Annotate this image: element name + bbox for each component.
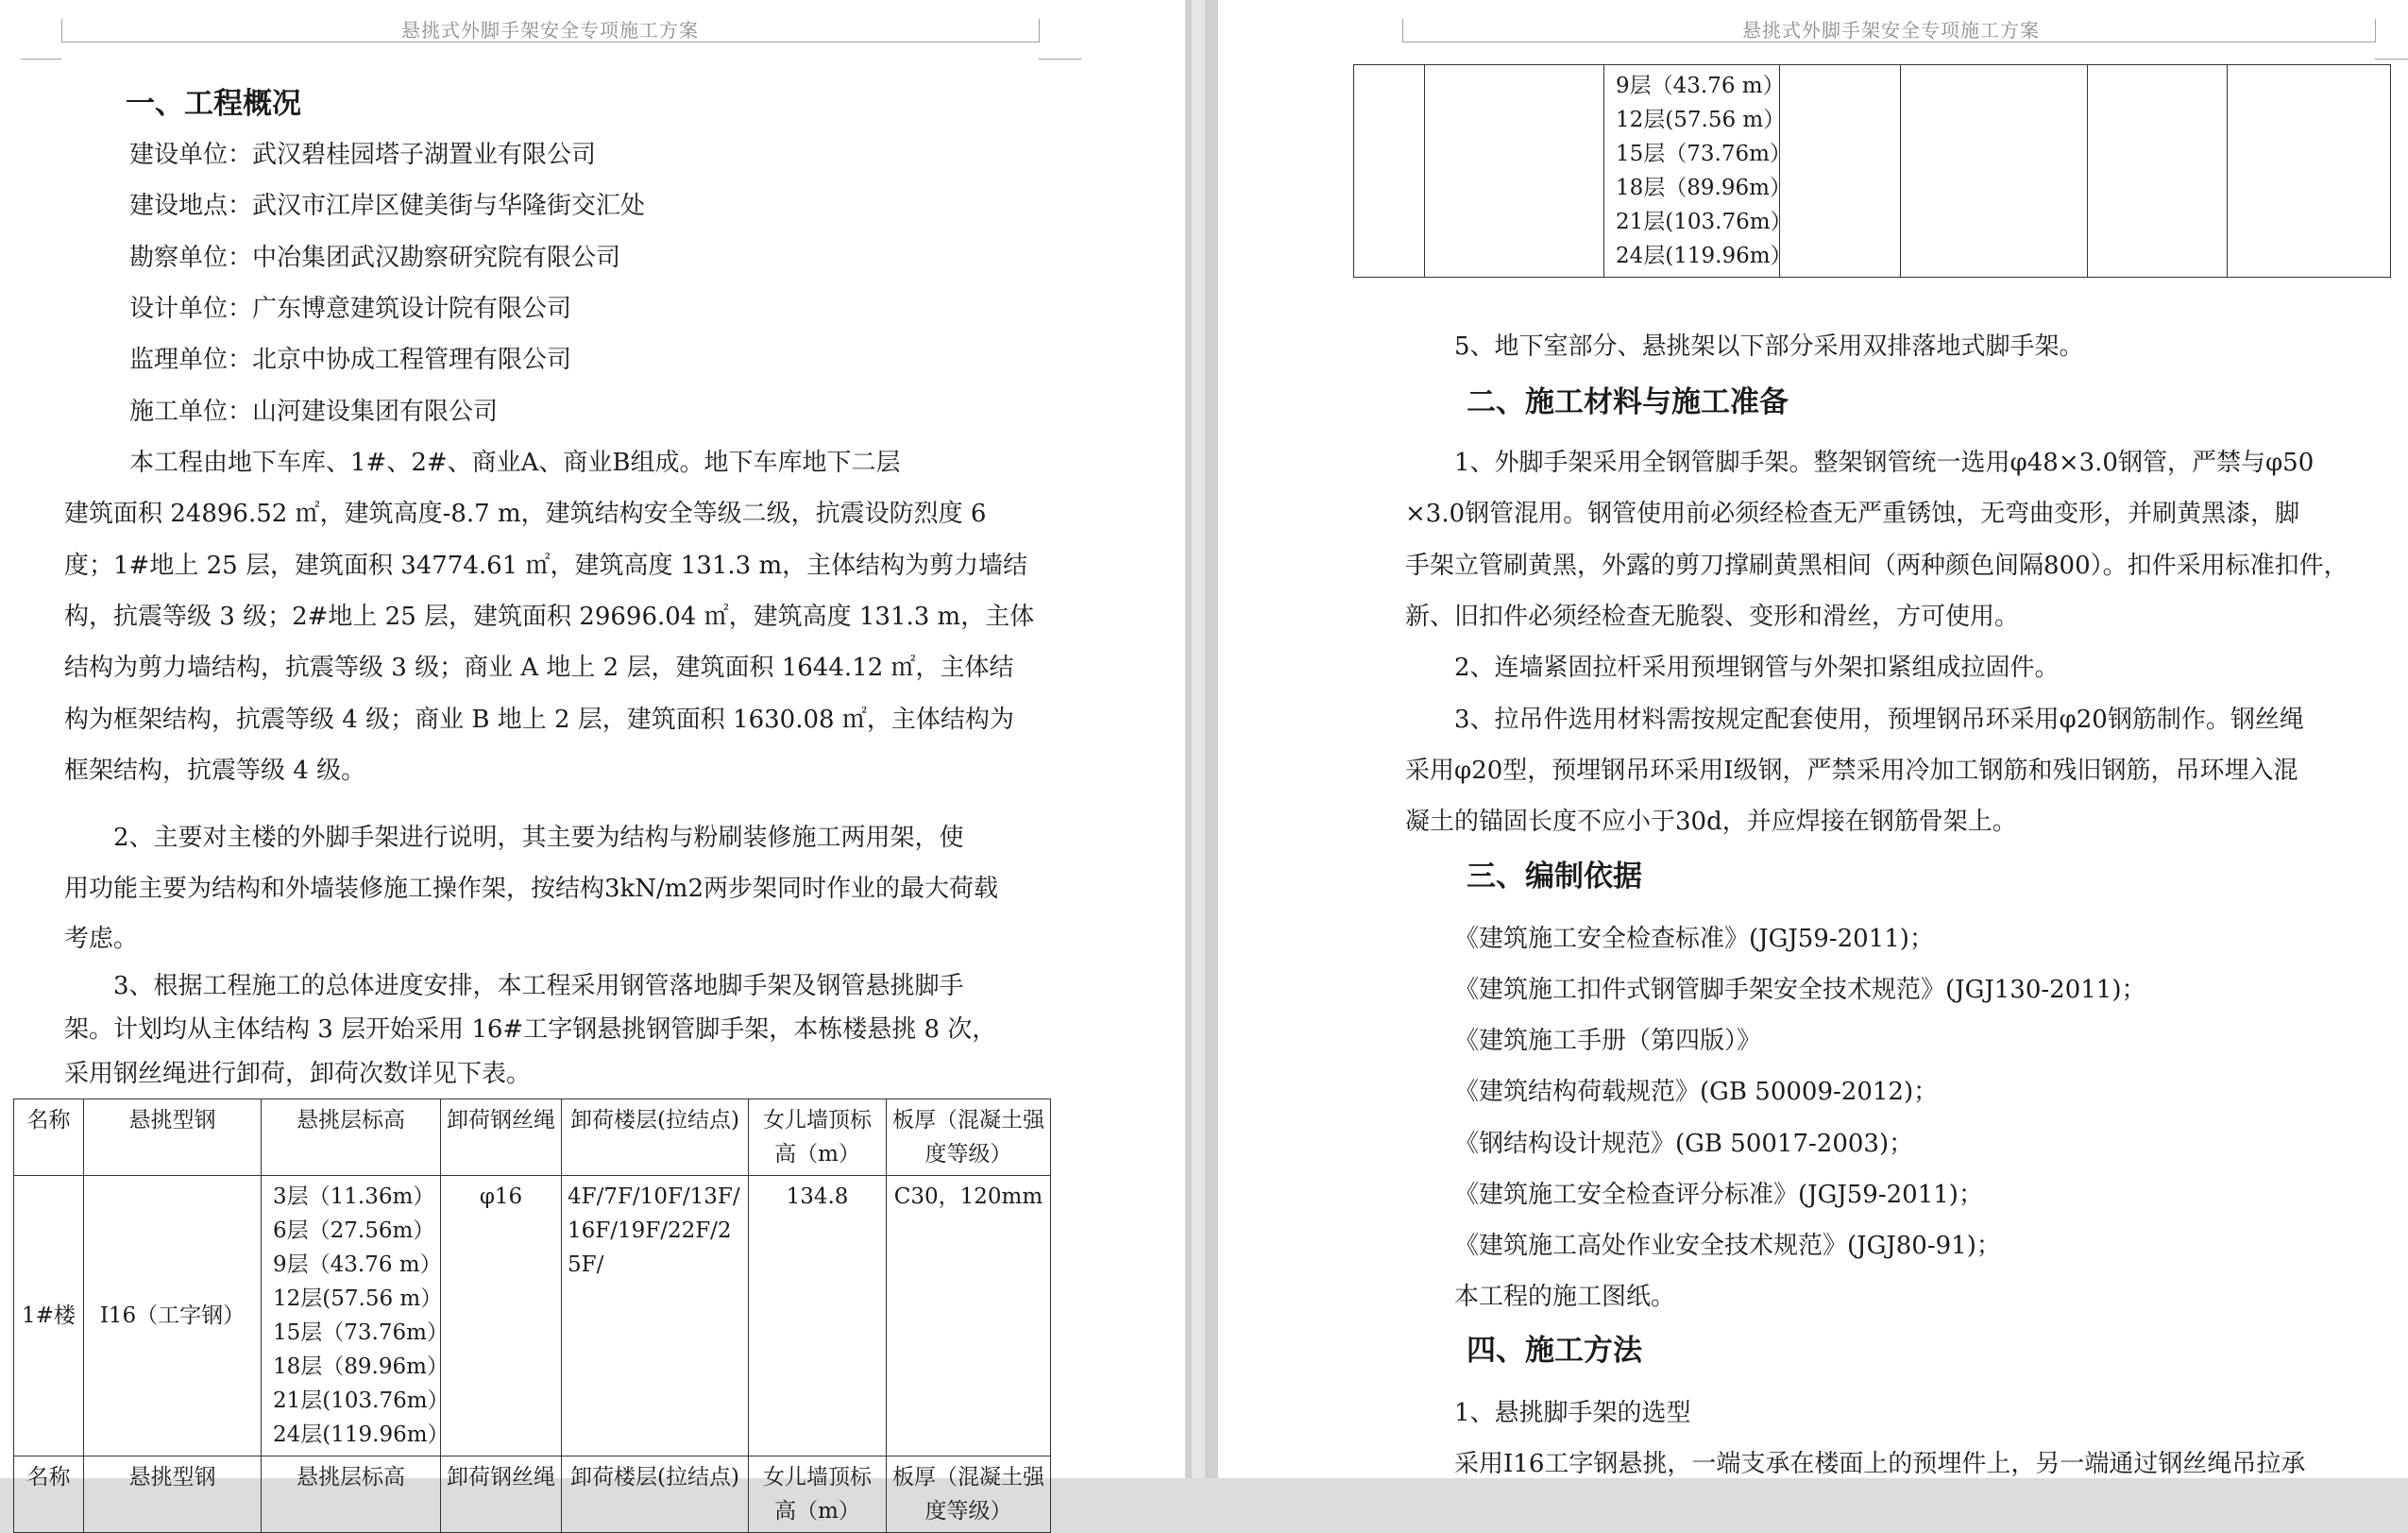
parapet-height-cell xyxy=(2088,65,2228,278)
document-page-right xyxy=(1218,0,2408,1478)
paragraph-line: 本工程由地下车库、1#、2#、商业A、商业B组成。地下车库地下二层 xyxy=(129,449,901,477)
paragraph-line: 3、根据工程施工的总体进度安排，本工程采用钢管落地脚手架及钢管悬挑脚手 xyxy=(113,972,964,1000)
level-entry: 21层(103.76m） xyxy=(273,1388,449,1413)
paragraph-line: 1、外脚手架采用全钢管脚手架。整架钢管统一选用φ48×3.0钢管，严禁与φ50 xyxy=(1454,449,2315,477)
subsection-title: 1、悬挑脚手架的选型 xyxy=(1454,1399,1691,1427)
header-corner-mark xyxy=(2375,19,2376,43)
paragraph-line: 凝土的锚固长度不应小于30d，并应焊接在钢筋骨架上。 xyxy=(1405,808,2017,836)
paragraph-line: 架。计划均从主体结构 3 层开始采用 16#工字钢悬挑钢管脚手架，本栋楼悬挑 8 次， xyxy=(64,1015,997,1044)
level-entry: 24层(119.96m） xyxy=(273,1422,449,1447)
info-line: 建设单位：武汉碧桂园塔子湖置业有限公司 xyxy=(129,141,597,169)
paragraph-line: 采用φ20型，预埋钢吊环采用Ⅰ级钢，严禁采用冷加工钢筋和残旧钢筋，吊环埋入混 xyxy=(1405,757,2298,785)
paragraph-line: 2、主要对主楼的外脚手架进行说明，其主要为结构与粉刷装修施工两用架，使 xyxy=(113,824,964,852)
level-entry: 9层（43.76 m） xyxy=(1616,74,1785,98)
rope-cell: φ16 xyxy=(441,1176,562,1456)
table-header-cell: 悬挑层标高 xyxy=(262,1456,441,1533)
level-entry: 15层（73.76m） xyxy=(1616,142,1791,166)
table-header-cell: 女儿墙顶标高（m） xyxy=(749,1099,887,1176)
paragraph-line: 框架结构，抗震等级 4 级。 xyxy=(64,757,366,785)
level-entry: 18层（89.96m） xyxy=(273,1354,449,1379)
section-heading-2: 二、施工材料与施工准备 xyxy=(1467,385,1789,419)
reference-item: 《建筑施工安全检查评分标准》(JGJ59-2011)； xyxy=(1454,1181,1983,1209)
paragraph-line: 建筑面积 24896.52 ㎡，建筑高度-8.7 m，建筑结构安全等级二级，抗震设防烈度 6 xyxy=(64,500,987,528)
paragraph-line: 用功能主要为结构和外墙装修施工操作架，按结构3kN/m2两步架同时作业的最大荷载 xyxy=(64,875,999,903)
level-entry: 15层（73.76m） xyxy=(273,1320,449,1345)
section-heading-4: 四、施工方法 xyxy=(1467,1334,1642,1368)
section-heading-1: 一、工程概况 xyxy=(126,87,301,121)
paragraph-line: 手架立管刷黄黑，外露的剪刀撑刷黄黑相间（两种颜色间隔800）。扣件采用标准扣件， xyxy=(1405,552,2349,580)
reference-item: 《建筑结构荷载规范》(GB 50009-2012)； xyxy=(1454,1078,1939,1106)
info-line: 设计单位：广东博意建筑设计院有限公司 xyxy=(129,295,572,323)
paragraph-line: 3、拉吊件选用材料需按规定配套使用，预埋钢吊环采用φ20钢筋制作。钢丝绳 xyxy=(1454,706,2304,734)
header-rule xyxy=(61,42,1039,43)
rope-cell xyxy=(1780,65,1901,278)
unloading-floors-cell xyxy=(1901,65,2088,278)
page-header-title: 悬挑式外脚手架安全专项施工方案 xyxy=(1742,19,2040,42)
table-row xyxy=(1354,65,2391,278)
section-heading-3: 三、编制依据 xyxy=(1467,860,1642,894)
table-header-cell: 名称 xyxy=(14,1099,84,1176)
paragraph-line: 结构为剪力墙结构，抗震等级 3 级；商业 A 地上 2 层，建筑面积 1644.12 ㎡，主体结 xyxy=(64,654,1014,682)
level-entry: 9层（43.76 m） xyxy=(273,1252,442,1277)
level-entry: 21层(103.76m） xyxy=(1616,210,1792,234)
margin-mark xyxy=(1039,59,1081,60)
table-header-cell: 卸荷楼层(拉结点) xyxy=(562,1099,749,1176)
table-row xyxy=(14,1176,1051,1456)
table-header-cell: 卸荷楼层(拉结点) xyxy=(562,1456,749,1533)
cantilever-levels-cell xyxy=(1604,65,1792,278)
paragraph-line: 构为框架结构，抗震等级 4 级；商业 B 地上 2 层，建筑面积 1630.08 ㎡，主体结构为 xyxy=(64,706,1014,734)
paragraph-line: 2、连墙紧固拉杆采用预埋钢管与外架扣紧组成拉固件。 xyxy=(1454,654,2060,682)
table-header-cell: 悬挑型钢 xyxy=(84,1099,262,1176)
table-header-cell: 卸荷钢丝绳 xyxy=(441,1099,562,1176)
unloading-schedule-table xyxy=(13,1099,1051,1533)
paragraph-line: 采用钢丝绳进行卸荷，卸荷次数详见下表。 xyxy=(64,1060,532,1088)
unloading-floors-cell: 4F/7F/10F/13F/16F/19F/22F/25F/ xyxy=(562,1176,749,1456)
paragraph-line: 5、地下室部分、悬挑架以下部分采用双排落地式脚手架。 xyxy=(1454,332,2084,361)
slab-thickness-cell xyxy=(2228,65,2391,278)
table-header-cell: 女儿墙顶标高（m） xyxy=(749,1456,887,1533)
level-entry: 12层(57.56 m） xyxy=(273,1286,443,1311)
paragraph-line: 采用I16工字钢悬挑，一端支承在楼面上的预埋件上，另一端通过钢丝绳吊拉承 xyxy=(1454,1450,2306,1478)
header-corner-mark xyxy=(61,19,62,43)
cantilever-levels-cell xyxy=(262,1176,449,1456)
table-header-cell: 板厚（混凝土强度等级） xyxy=(887,1099,1051,1176)
building-name-cell: 1#楼 xyxy=(14,1176,84,1456)
paragraph-line: 构，抗震等级 3 级；2#地上 25 层，建筑面积 29696.04 ㎡，建筑高度 131.3 m，主体 xyxy=(64,603,1035,631)
building-name-cell xyxy=(1354,65,1425,278)
level-entry: 12层(57.56 m） xyxy=(1616,108,1786,132)
level-entry: 24层(119.96m） xyxy=(1616,244,1792,268)
info-line: 施工单位：山河建设集团有限公司 xyxy=(129,398,499,426)
reference-item: 《建筑施工扣件式钢管脚手架安全技术规范》(JGJ130-2011)； xyxy=(1454,976,2146,1004)
table-header-cell: 板厚（混凝土强度等级） xyxy=(887,1456,1051,1533)
paragraph-line: ×3.0钢管混用。钢管使用前必须经检查无严重锈蚀，无弯曲变形，并刷黄黑漆，脚 xyxy=(1405,500,2300,528)
reference-item: 《钢结构设计规范》(GB 50017-2003)； xyxy=(1454,1130,1914,1158)
header-rule xyxy=(1402,42,2375,43)
level-entry: 6层（27.56m） xyxy=(273,1218,435,1243)
level-entry: 3层（11.36m） xyxy=(273,1184,435,1209)
header-corner-mark xyxy=(1039,19,1040,43)
steel-type-cell: Ⅰ16（工字钢） xyxy=(84,1176,262,1456)
table-header-row xyxy=(14,1099,1051,1176)
steel-type-cell xyxy=(1425,65,1604,278)
margin-mark xyxy=(21,59,61,60)
paragraph-line: 度；1#地上 25 层，建筑面积 34774.61 ㎡，建筑高度 131.3 m，主体结构为剪力墙结 xyxy=(64,552,1028,580)
header-corner-mark xyxy=(1402,19,1403,43)
paragraph-line: 考虑。 xyxy=(64,925,139,953)
parapet-height-cell: 134.8 xyxy=(749,1176,887,1456)
table-header-cell: 悬挑层标高 xyxy=(262,1099,441,1176)
margin-mark xyxy=(2375,59,2408,60)
paragraph-line: 新、旧扣件必须经检查无脆裂、变形和滑丝，方可使用。 xyxy=(1405,603,2020,631)
reference-item: 本工程的施工图纸。 xyxy=(1454,1283,1676,1311)
reference-item: 《建筑施工安全检查标准》(JGJ59-2011)； xyxy=(1454,925,1934,953)
reference-item: 《建筑施工高处作业安全技术规范》(JGJ80-91)； xyxy=(1454,1232,2001,1260)
page-header-title: 悬挑式外脚手架安全专项施工方案 xyxy=(401,19,699,42)
info-line: 监理单位：北京中协成工程管理有限公司 xyxy=(129,346,572,374)
info-line: 建设地点：武汉市江岸区健美街与华隆街交汇处 xyxy=(129,192,646,220)
info-line: 勘察单位：中冶集团武汉勘察研究院有限公司 xyxy=(129,244,621,272)
unloading-schedule-table-continued xyxy=(1353,64,2391,278)
reference-item: 《建筑施工手册（第四版）》 xyxy=(1454,1027,1762,1055)
table-header-cell: 名称 xyxy=(14,1456,84,1533)
level-entry: 18层（89.96m） xyxy=(1616,176,1791,200)
slab-thickness-cell: C30，120mm xyxy=(887,1176,1051,1456)
table-header-cell: 悬挑型钢 xyxy=(84,1456,262,1533)
table-header-cell: 卸荷钢丝绳 xyxy=(441,1456,562,1533)
table-header-row-repeat xyxy=(14,1456,1051,1533)
document-page-left xyxy=(0,0,1185,1524)
scroll-divider[interactable] xyxy=(1192,0,1205,1478)
